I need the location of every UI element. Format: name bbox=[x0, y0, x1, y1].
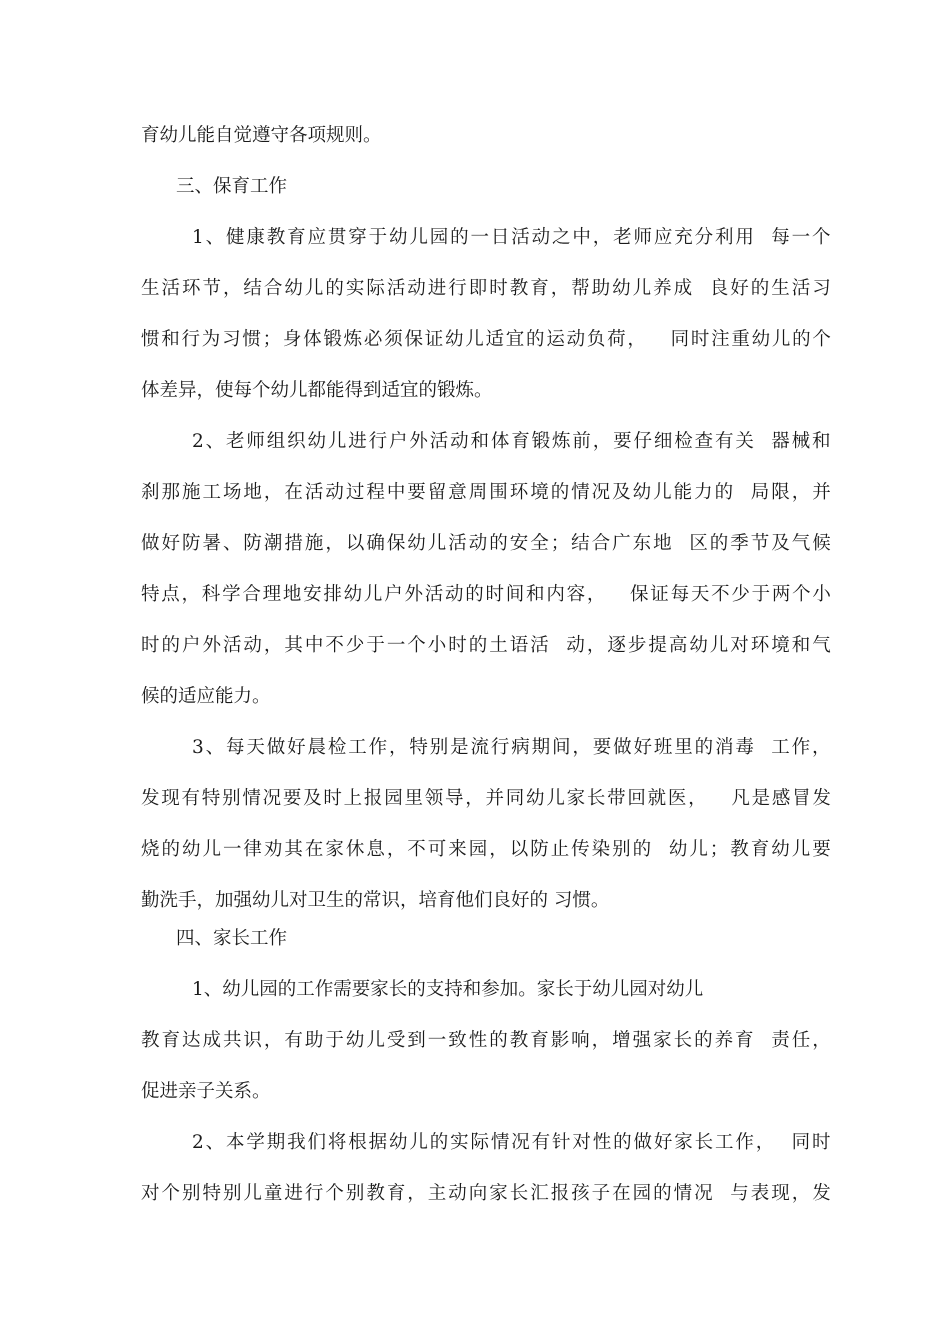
text-line-16: 勤洗手，加强幼儿对卫生的常识，培育他们良好的 习惯。 bbox=[141, 890, 610, 911]
text-line-14: 发 现 有 特 别 情 况 要 及 时 上 报 园 里 领 导 ， 并 同 幼 儿 家 长 带 回 就 医 ， 凡 是 感 冒 发 bbox=[141, 788, 831, 809]
text-line-3: 1 、 健 康 教 育 应 贯 穿 于 幼 儿 园 的 一 日 活 动 之 中 ， 老 师 应 充 分 利 用 每 一 个 bbox=[192, 227, 831, 248]
text-line-11: 时 的 户 外 活 动 ， 其 中 不 少 于 一 个 小 时 的 土 语 活 动 ， 逐 步 提 高 幼 儿 对 环 境 和 气 bbox=[141, 635, 831, 656]
text-line-1: 育幼儿能自觉遵守各项规则。 bbox=[141, 125, 382, 146]
section-heading-childcare: 三、保育工作 bbox=[176, 176, 288, 197]
text-line-6: 体差异，使每个幼儿都能得到适宜的锻炼。 bbox=[141, 380, 493, 401]
text-line-18: 1、幼儿园的工作需要家长的支持和参加。家长于幼儿园对幼儿 bbox=[192, 979, 704, 1000]
text-line-5: 惯 和 行 为 习 惯 ； 身 体 锻 炼 必 须 保 证 幼 儿 适 宜 的 运 动 负 荷 ， 同 时 注 重 幼 儿 的 个 bbox=[141, 329, 831, 350]
text-line-10: 特 点 ， 科 学 合 理 地 安 排 幼 儿 户 外 活 动 的 时 间 和 内 容 ， 保 证 每 天 不 少 于 两 个 小 bbox=[141, 584, 831, 605]
text-line-12: 候的适应能力。 bbox=[141, 686, 271, 707]
text-line-21: 2 、 本 学 期 我 们 将 根 据 幼 儿 的 实 际 情 况 有 针 对 性 的 做 好 家 长 工 作 ， 同 时 bbox=[192, 1132, 831, 1153]
text-line-4: 生 活 环 节 ， 结 合 幼 儿 的 实 际 活 动 进 行 即 时 教 育 ， 帮 助 幼 儿 养 成 良 好 的 生 活 习 bbox=[141, 278, 831, 299]
text-line-19: 教 育 达 成 共 识 ， 有 助 于 幼 儿 受 到 一 致 性 的 教 育 影 响 ， 增 强 家 长 的 养 育 责 任 ， bbox=[141, 1030, 831, 1051]
text-line-15: 烧 的 幼 儿 一 律 劝 其 在 家 休 息 ， 不 可 来 园 ， 以 防 止 传 染 别 的 幼 儿 ； 教 育 幼 儿 要 bbox=[141, 839, 831, 860]
text-line-20: 促进亲子关系。 bbox=[141, 1081, 271, 1102]
text-line-7: 2 、 老 师 组 织 幼 儿 进 行 户 外 活 动 和 体 育 锻 炼 前 ， 要 仔 细 检 查 有 关 器 械 和 bbox=[192, 431, 831, 452]
text-line-13: 3 、 每 天 做 好 晨 检 工 作 ， 特 别 是 流 行 病 期 间 ， 要 做 好 班 里 的 消 毒 工 作 ， bbox=[192, 737, 831, 758]
text-line-9: 做 好 防 暑 、 防 潮 措 施 ， 以 确 保 幼 儿 活 动 的 安 全 ； 结 合 广 东 地 区 的 季 节 及 气 候 bbox=[141, 533, 831, 554]
section-heading-parents: 四、家长工作 bbox=[176, 928, 288, 949]
text-line-22: 对 个 别 特 别 儿 童 进 行 个 别 教 育 ， 主 动 向 家 长 汇 报 孩 子 在 园 的 情 况 与 表 现 ， 发 bbox=[141, 1183, 831, 1204]
text-line-8: 刹 那 施 工 场 地 ， 在 活 动 过 程 中 要 留 意 周 围 环 境 的 情 况 及 幼 儿 能 力 的 局 限 ， 并 bbox=[141, 482, 831, 503]
